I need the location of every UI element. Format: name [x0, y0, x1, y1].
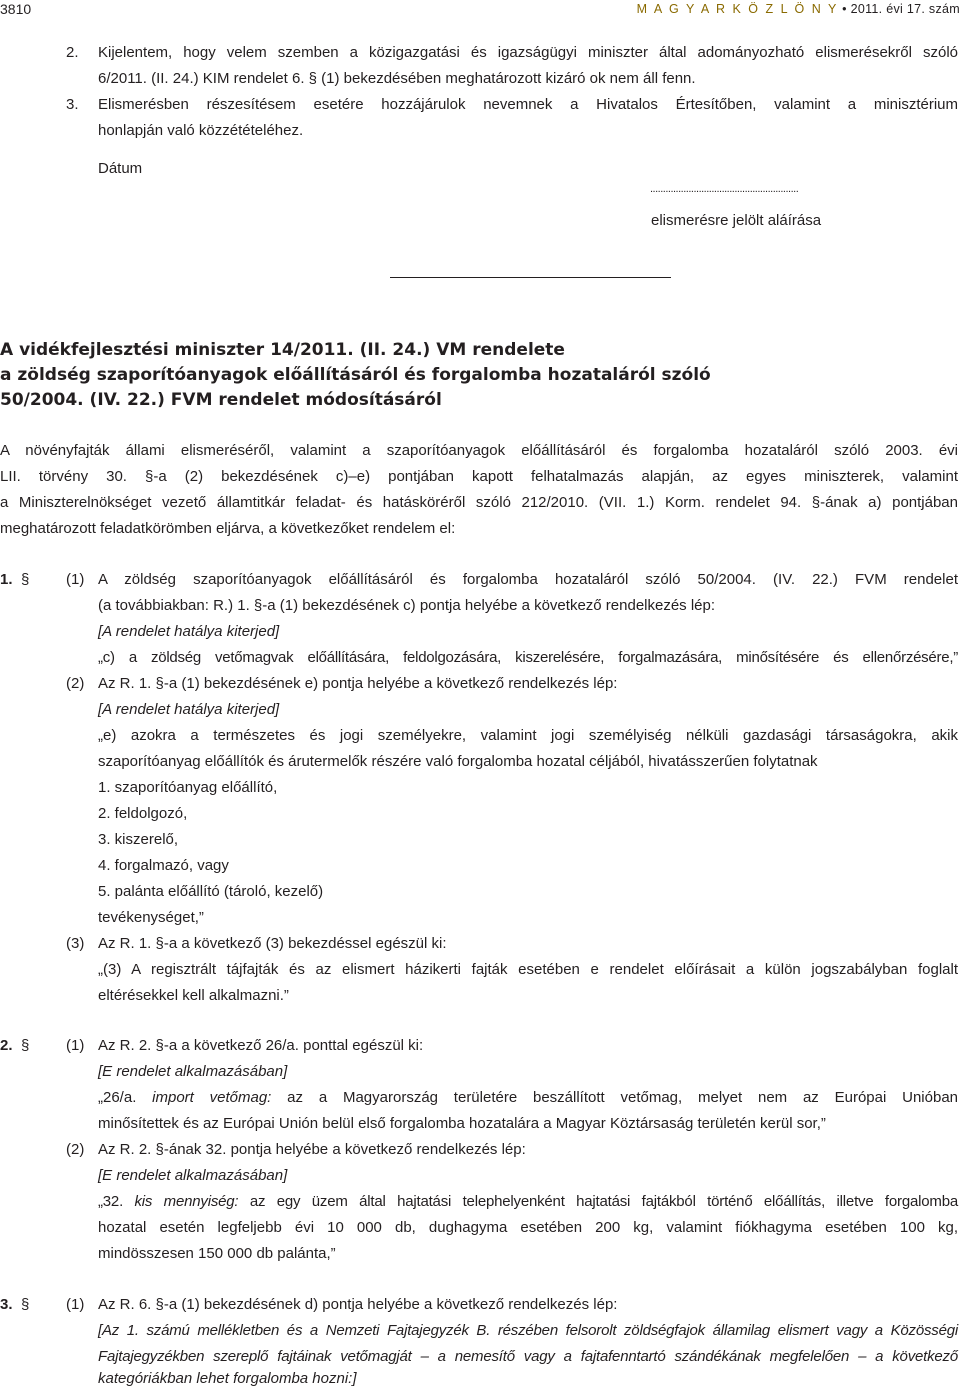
running-header — [637, 0, 960, 22]
issue-label: 2011. évi 17. szám — [850, 2, 960, 16]
section-1-par2-line4: szaporítóanyag előállítók és árutermelők részére való forgalomba hozatal céljából, hivatásszerűen folytatnak — [98, 753, 818, 770]
preamble-line1: A növényfajták állami elismeréséről, valamint a szaporítóanyagok előállításáról és forgalomba hozataláról szóló 2003. évi — [0, 442, 958, 459]
item-2-line2: 6/2011. (II. 24.) KIM rendelet 6. § (1) bekezdésében meghatározott kizáró ok nem áll fenn. — [98, 70, 696, 87]
list-item: 1. szaporítóanyag előállító, — [98, 779, 278, 796]
section-3-par1-line1: Az R. 6. §-a (1) bekezdésének d) pontja helyébe a következő rendelkezés lép: — [98, 1296, 618, 1313]
definition-number: „26/a. — [98, 1089, 153, 1106]
section-3-par1-line3: Fajtajegyzékben szereplő fajtáinak vetőmagját – a nemesítő vagy a fajtafenntartó szándékának megfelelően – a következő — [98, 1348, 958, 1365]
signature-label: elismerésre jelölt aláírása — [651, 212, 822, 229]
section-2-par1-number: (1) — [66, 1037, 85, 1054]
section-1-par1-number: (1) — [66, 571, 85, 588]
section-2-par2-line1: Az R. 2. §-ának 32. pontja helyébe a következő rendelkezés lép: — [98, 1141, 526, 1158]
section-1-par1-line1: A zöldség szaporítóanyagok előállításáról és forgalomba hozataláról szóló 50/2004. (IV. 22.) FVM rendelet — [98, 571, 958, 588]
section-1-par2-line3: „e) azokra a természetes és jogi személyekre, valamint jogi személyiség nélküli gazdasági társaságokra, akik — [98, 727, 958, 744]
section-2-par2-line5: mindösszesen 150 000 db palánta,” — [98, 1245, 336, 1262]
item-3-line2: honlapján való közzétételéhez. — [98, 122, 304, 139]
definition-text: az egy üzem által hajtatási telephelyenként hajtatási fajtákból történő előállítás, illetve forgalomba — [238, 1193, 958, 1210]
preamble-line2: LII. törvény 30. §-a (2) bekezdésének c)–e) pontjában kapott felhatalmazás alapján, az egyes miniszterek, valamint — [0, 468, 958, 485]
section-2-sign: § — [21, 1037, 30, 1054]
section-1-par3-line3: eltérésekkel kell alkalmazni.” — [98, 987, 289, 1004]
section-2-par2-line3 — [98, 1189, 958, 1215]
section-2-par2-line2: [E rendelet alkalmazásában] — [98, 1167, 288, 1184]
list-item: 5. palánta előállító (tároló, kezelő) — [98, 883, 324, 900]
section-2-par2-number: (2) — [66, 1141, 85, 1158]
section-1-par1-line4: „c) a zöldség vetőmagvak előállítására, feldolgozására, kiszerelésére, forgalmazására, minősítésére és ellenőrzésére,” — [98, 649, 958, 666]
section-2-par2-line4: hozatal esetén legfeljebb évi 10 000 db, dughagyma esetében 200 kg, valamint fiókhagyma esetében 100 kg, — [98, 1219, 958, 1236]
date-label: Dátum — [98, 160, 143, 177]
section-1-par1-line3: [A rendelet hatálya kiterjed] — [98, 623, 280, 640]
section-1-par3-line2: „(3) A regisztrált tájfajták és az elismert házikerti fajták esetében e rendelet előírásait a külön jogszabályban foglalt — [98, 961, 958, 978]
section-3-sign: § — [21, 1296, 30, 1313]
item-3-number: 3. — [66, 96, 79, 113]
preamble-line4: meghatározott feladatkörömben eljárva, a következőket rendelem el: — [0, 520, 456, 537]
section-1-par2-line1: Az R. 1. §-a (1) bekezdésének e) pontja helyébe a következő rendelkezés lép: — [98, 675, 618, 692]
definition-term: import vetőmag: — [152, 1089, 272, 1106]
decree-title-line2: a zöldség szaporítóanyagok előállításáról és forgalomba hozataláról szóló — [0, 365, 711, 385]
section-3-number: 3. — [0, 1296, 13, 1313]
decree-title-line1: A vidékfejlesztési miniszter 14/2011. (II. 24.) VM rendelete — [0, 340, 565, 360]
section-1-par2-number: (2) — [66, 675, 85, 692]
separator-line — [390, 277, 671, 278]
item-2-line1: Kijelentem, hogy velem szemben a közigazgatási és igazságügyi miniszter által adományozható elismerésekről szóló — [98, 44, 958, 61]
section-3-par1-number: (1) — [66, 1296, 85, 1313]
section-2-par1-line2: [E rendelet alkalmazásában] — [98, 1063, 288, 1080]
section-2-number: 2. — [0, 1037, 13, 1054]
header-bullet: • — [842, 2, 847, 16]
definition-term: kis mennyiség: — [134, 1193, 239, 1210]
section-2-par1-line3 — [98, 1085, 958, 1111]
section-2-par1-line4: minősítettek és az Európai Unión belül első forgalomba hozatalára a Magyar Köztársaság területén kerül sor,” — [98, 1115, 826, 1132]
list-item: 4. forgalmazó, vagy — [98, 857, 229, 874]
decree-title-line3: 50/2004. (IV. 22.) FVM rendelet módosításáról — [0, 390, 442, 410]
item-3-line1: Elismerésben részesítésem esetére hozzájárulok nevemnek a Hivatalos Értesítőben, valamint a minisztérium — [98, 96, 958, 113]
item-2-number: 2. — [66, 44, 79, 61]
page-number: 3810 — [0, 1, 32, 17]
list-item: 2. feldolgozó, — [98, 805, 188, 822]
section-1-par2-end: tevékenységet,” — [98, 909, 204, 926]
signature-dots: .......................................................... — [650, 183, 799, 195]
definition-number: „32. — [98, 1193, 135, 1210]
section-1-par3-number: (3) — [66, 935, 85, 952]
section-1-par1-line2: (a továbbiakban: R.) 1. §-a (1) bekezdésének c) pontja helyébe a következő rendelkezés lép: — [98, 597, 716, 614]
definition-text: az a Magyarország területére beszállított vetőmag, melyet nem az Európai Unióban — [271, 1089, 958, 1106]
section-1-par3-line1: Az R. 1. §-a a következő (3) bekezdéssel egészül ki: — [98, 935, 447, 952]
section-1-number: 1. — [0, 571, 13, 588]
section-3-par1-line4: kategóriákban lehet forgalomba hozni:] — [98, 1370, 357, 1387]
section-2-par1-line1: Az R. 2. §-a a következő 26/a. ponttal egészül ki: — [98, 1037, 424, 1054]
section-3-par1-line2: [Az 1. számú mellékletben és a Nemzeti Fajtajegyzék B. részében felsorolt zöldségfajok államilag elismert vagy a Közösségi — [98, 1322, 958, 1339]
section-1-par2-line2: [A rendelet hatálya kiterjed] — [98, 701, 280, 718]
list-item: 3. kiszerelő, — [98, 831, 179, 848]
preamble-line3: a Miniszterelnökséget vezető államtitkár feladat- és hatásköréről szóló 212/2010. (VII. 1.) Korm. rendelet 94. §-ának a) pontjában — [0, 494, 958, 511]
section-1-sign: § — [21, 571, 30, 588]
publication-name: M A G Y A R K Ö Z L Ö N Y — [636, 2, 839, 16]
